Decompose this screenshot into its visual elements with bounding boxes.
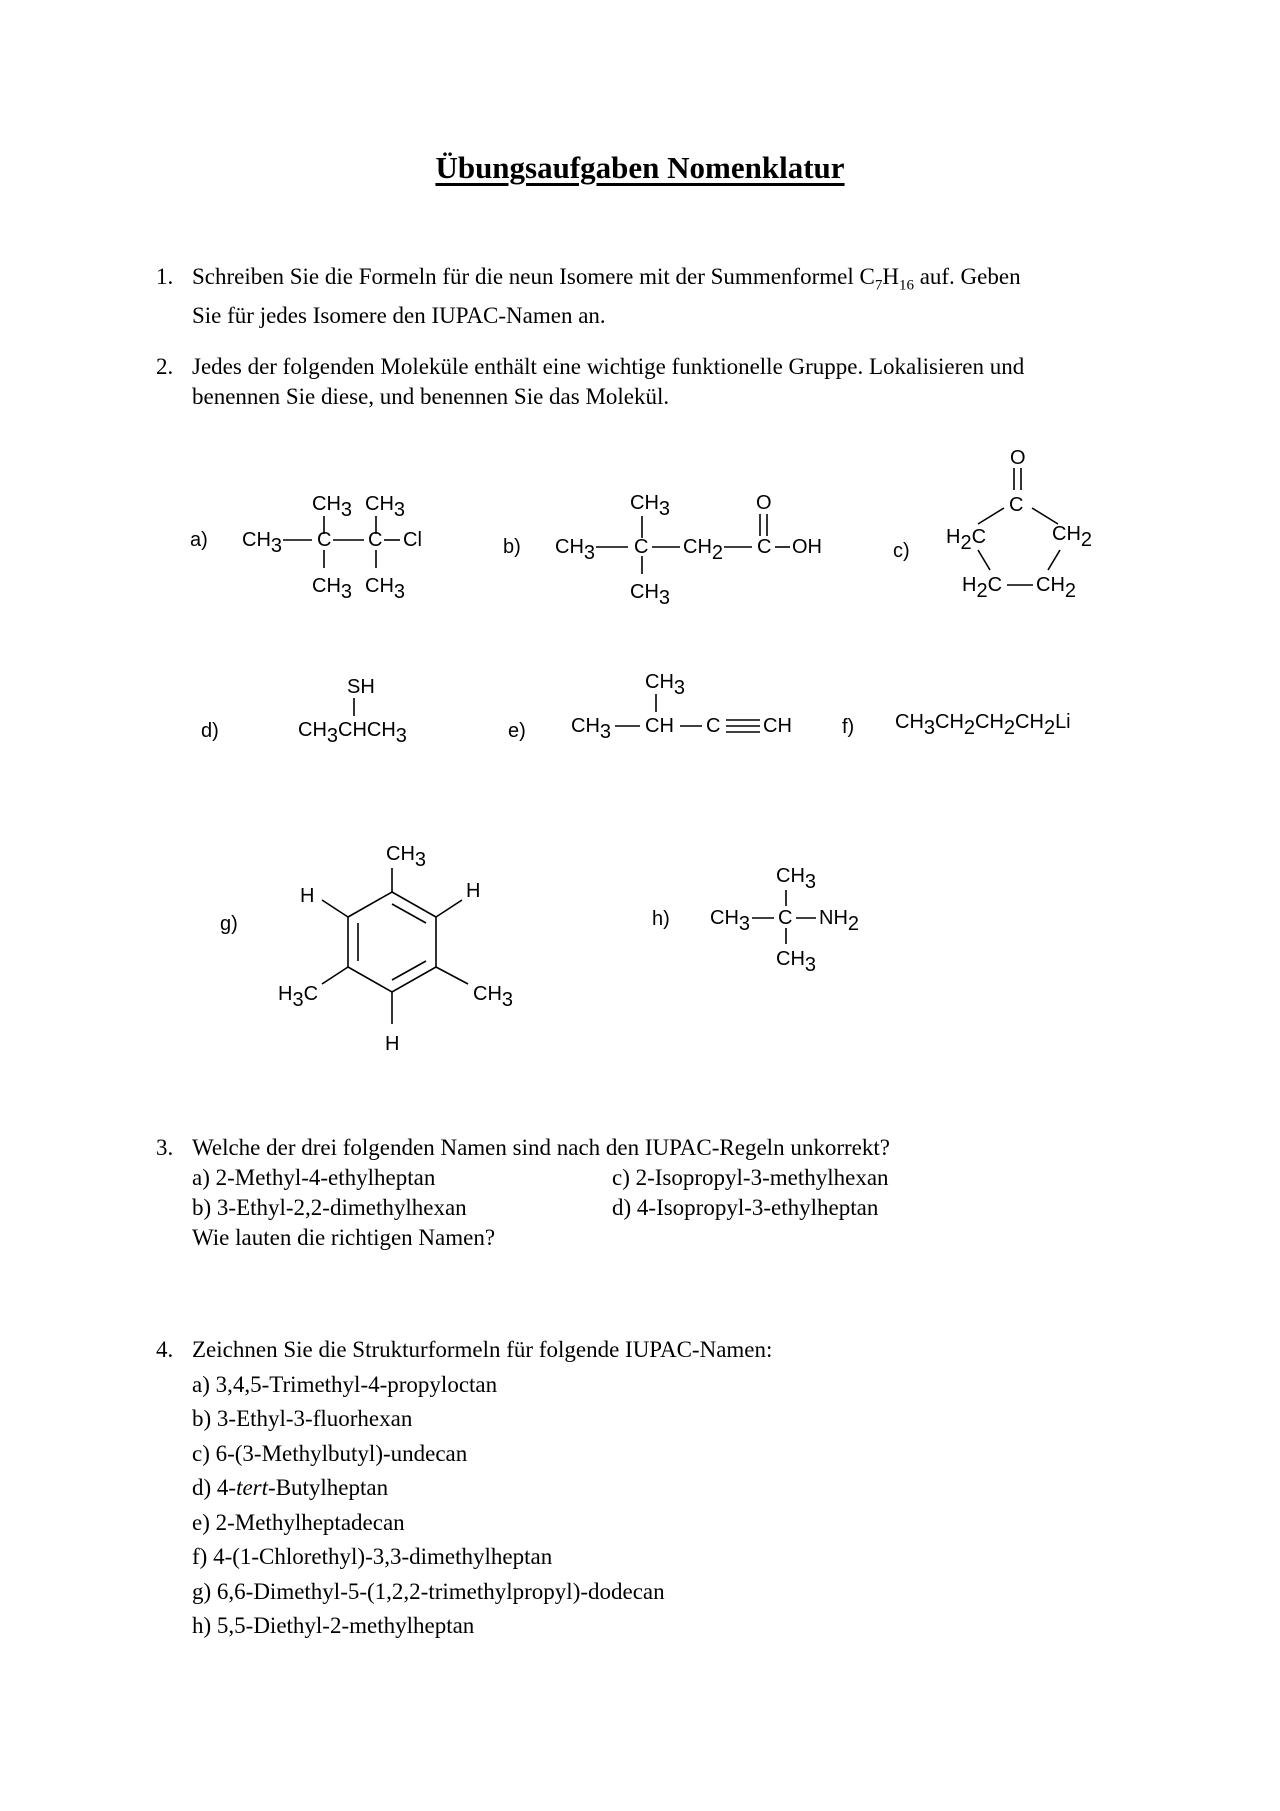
svg-text:H: H: [300, 885, 315, 907]
svg-text:C: C: [778, 907, 793, 929]
svg-text:CH3: CH3: [386, 843, 427, 871]
svg-text:Cl: Cl: [403, 529, 422, 551]
svg-text:CH3: CH3: [571, 715, 612, 743]
molecule-e: [571, 671, 792, 743]
task-3-options: [192, 1163, 1146, 1223]
molecule-g: [278, 843, 513, 1055]
task-number: 1.: [156, 264, 174, 289]
svg-text:CH3: CH3: [365, 493, 406, 521]
item-d: d) 4-tert-Butylheptan: [192, 1475, 389, 1500]
task-1-line-1: Schreiben Sie die Formeln für die neun Isomere mit der Summenformel $C_7H_{16}$ auf. Geben: [192, 264, 1021, 294]
label-b: b): [503, 536, 521, 558]
task-2-line-2: benennen Sie diese, und benennen Sie das Molekül.: [192, 384, 670, 409]
option-b: b) 3-Ethyl-2,2-dimethylhexan: [192, 1195, 467, 1220]
svg-text:O: O: [756, 492, 772, 514]
label-a: a): [190, 529, 208, 551]
molecule-d: [298, 676, 407, 747]
svg-text:CH3: CH3: [473, 983, 514, 1011]
svg-text:CH3: CH3: [630, 492, 671, 520]
svg-text:CH3: CH3: [710, 907, 751, 935]
task-number: 2.: [156, 354, 174, 379]
svg-text:CH3: CH3: [776, 948, 817, 976]
svg-text:CH3: CH3: [242, 529, 283, 557]
svg-text:CH3: CH3: [630, 581, 671, 609]
svg-text:CH2: CH2: [683, 536, 724, 564]
svg-text:H: H: [385, 1033, 400, 1055]
svg-text:CH: CH: [763, 715, 792, 737]
svg-text:C: C: [368, 529, 383, 551]
svg-text:C: C: [634, 536, 649, 558]
label-c: c): [893, 540, 910, 562]
option-a: a) 2-Methyl-4-ethylheptan: [192, 1165, 436, 1190]
task-number: 4.: [156, 1337, 174, 1362]
svg-text:CH3CH2CH2CH2Li: CH3CH2CH2CH2Li: [895, 711, 1071, 739]
option-d: d) 4-Isopropyl-3-ethylheptan: [612, 1195, 879, 1220]
svg-text:CH3: CH3: [645, 671, 686, 699]
item-h: h) 5,5-Diethyl-2-methylheptan: [192, 1613, 475, 1638]
task-3-followup: Wie lauten die richtigen Namen?: [192, 1225, 496, 1250]
label-d: d): [201, 720, 219, 742]
item-a: a) 3,4,5-Trimethyl-4-propyloctan: [192, 1371, 498, 1397]
svg-text:CH2: CH2: [1052, 523, 1093, 551]
svg-text:CH3: CH3: [312, 493, 353, 521]
page-title: Übungsaufgaben Nomenklatur: [435, 150, 845, 185]
molecule-b: [555, 492, 822, 609]
svg-text:C: C: [706, 715, 721, 737]
svg-text:H2C: H2C: [946, 526, 987, 554]
item-b: b) 3-Ethyl-3-fluorhexan: [192, 1406, 413, 1431]
task-3-question: Welche der drei folgenden Namen sind nach den IUPAC-Regeln unkorrekt?: [192, 1135, 890, 1160]
label-h: h): [652, 908, 670, 930]
svg-text:CH2: CH2: [1036, 574, 1077, 602]
svg-text:O: O: [1010, 447, 1026, 469]
label-f: f): [842, 716, 855, 738]
task-3: [156, 1133, 1146, 1253]
svg-text:OH: OH: [792, 536, 822, 558]
label-e: e): [508, 720, 526, 742]
svg-text:SH: SH: [347, 676, 375, 698]
task-1-line-2: Sie für jedes Isomere den IUPAC-Namen an.: [192, 302, 606, 328]
item-c: c) 6-(3-Methylbutyl)-undecan: [192, 1440, 468, 1466]
svg-text:CH: CH: [645, 715, 674, 737]
molecule-h: [710, 865, 859, 976]
svg-text:NH2: NH2: [819, 907, 860, 935]
svg-text:C: C: [1009, 494, 1024, 516]
svg-text:CH3: CH3: [555, 536, 596, 564]
svg-text:H3C: H3C: [278, 983, 319, 1011]
label-g: g): [220, 913, 238, 935]
svg-text:H: H: [466, 880, 481, 902]
svg-text:CH3: CH3: [365, 575, 406, 603]
svg-text:C: C: [317, 529, 332, 551]
item-e: e) 2-Methylheptadecan: [192, 1509, 405, 1535]
task-4-question: Zeichnen Sie die Strukturformeln für folgende IUPAC-Namen:: [192, 1337, 773, 1362]
molecule-f: [895, 711, 1071, 739]
task-number: 3.: [156, 1135, 174, 1160]
svg-text:CH3CHCH3: CH3CHCH3: [298, 719, 407, 747]
option-c: c) 2-Isopropyl-3-methylhexan: [612, 1165, 889, 1190]
svg-text:C: C: [757, 536, 772, 558]
molecule-c: [946, 447, 1092, 602]
svg-text:CH3: CH3: [312, 575, 353, 603]
item-g: g) 6,6-Dimethyl-5-(1,2,2-trimethylpropyl)-dodecan: [192, 1578, 665, 1604]
item-f: f) 4-(1-Chlorethyl)-3,3-dimethylheptan: [192, 1544, 553, 1569]
svg-text:CH3: CH3: [776, 865, 817, 893]
molecule-a: [242, 493, 422, 603]
task-4: [156, 1333, 1146, 1644]
task-2-line-1: Jedes der folgenden Moleküle enthält eine wichtige funktionelle Gruppe. Lokalisieren und: [192, 354, 1025, 379]
svg-text:H2C: H2C: [962, 574, 1003, 602]
